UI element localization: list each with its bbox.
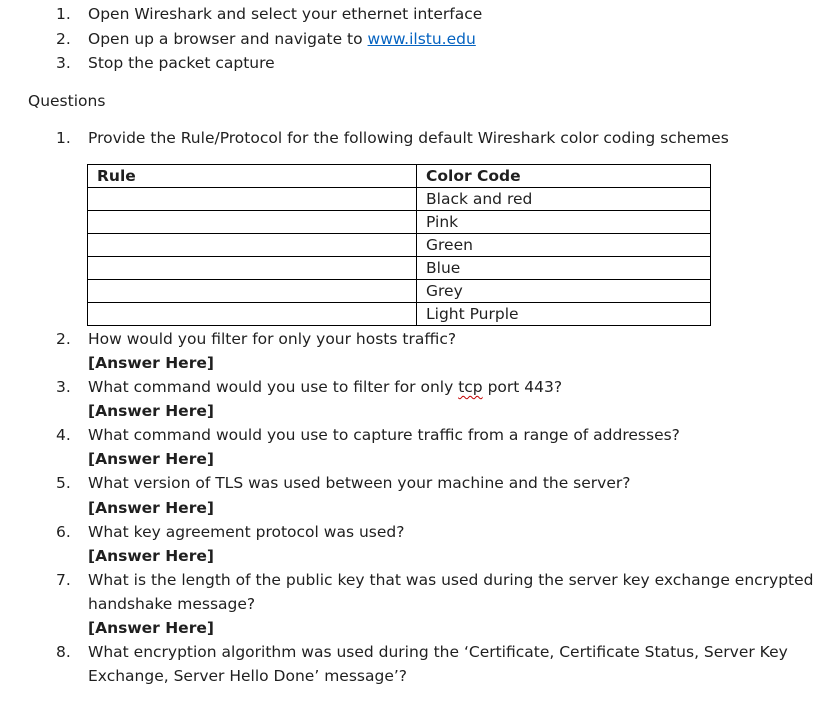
- rule-header: Rule: [88, 165, 417, 188]
- question-number: 8.: [56, 643, 71, 661]
- question-text-after: port 443?: [482, 378, 563, 396]
- table-row: [88, 211, 711, 234]
- question-text: What encryption algorithm was used during the ‘Certificate, Certificate Status, Server Key: [88, 643, 788, 661]
- question-text: What key agreement protocol was used?: [88, 523, 405, 541]
- table-row: [88, 234, 711, 257]
- table-row: [88, 303, 711, 326]
- answer-placeholder[interactable]: [Answer Here]: [88, 450, 214, 468]
- question-text-before: What command would you use to filter for only: [88, 378, 459, 396]
- question-number: 3.: [56, 378, 71, 396]
- question-text-continued: Exchange, Server Hello Done’ message’?: [88, 667, 408, 685]
- rule-cell[interactable]: [88, 280, 417, 303]
- question-number: 1.: [56, 129, 71, 147]
- answer-placeholder[interactable]: [Answer Here]: [88, 619, 214, 637]
- step-number: 2.: [56, 30, 71, 48]
- rule-cell[interactable]: [88, 211, 417, 234]
- table-row: [88, 257, 711, 280]
- step-number: 3.: [56, 54, 71, 72]
- color-code-cell: Green: [417, 234, 711, 257]
- step-text: [88, 29, 476, 49]
- question-number: 7.: [56, 571, 71, 589]
- step-text: Stop the packet capture: [88, 54, 275, 72]
- question-text: What command would you use to capture traffic from a range of addresses?: [88, 426, 680, 444]
- question-number: 4.: [56, 426, 71, 444]
- color-code-cell: Grey: [417, 280, 711, 303]
- color-code-cell: Pink: [417, 211, 711, 234]
- question-text-continued: handshake message?: [88, 595, 256, 613]
- step-number: 1.: [56, 5, 71, 23]
- color-code-table: [87, 164, 711, 326]
- rule-cell[interactable]: [88, 303, 417, 326]
- answer-placeholder[interactable]: [Answer Here]: [88, 499, 214, 517]
- color-code-cell: Blue: [417, 257, 711, 280]
- question-number: 5.: [56, 474, 71, 492]
- questions-heading: Questions: [28, 92, 106, 110]
- color-code-cell: Light Purple: [417, 303, 711, 326]
- question-text: How would you filter for only your hosts traffic?: [88, 330, 457, 348]
- ilstu-link[interactable]: www.ilstu.edu: [367, 30, 476, 48]
- question-text: What is the length of the public key that was used during the server key exchange encrypted: [88, 571, 814, 589]
- rule-cell[interactable]: [88, 188, 417, 211]
- answer-placeholder[interactable]: [Answer Here]: [88, 354, 214, 372]
- table-row: [88, 280, 711, 303]
- question-number: 6.: [56, 523, 71, 541]
- step-text: Open Wireshark and select your ethernet interface: [88, 5, 483, 23]
- question-text: What version of TLS was used between your machine and the server?: [88, 474, 631, 492]
- table-header-row: [88, 165, 711, 188]
- color-code-cell: Black and red: [417, 188, 711, 211]
- question-text: Provide the Rule/Protocol for the following default Wireshark color coding schemes: [88, 129, 729, 147]
- answer-placeholder[interactable]: [Answer Here]: [88, 402, 214, 420]
- question-number: 2.: [56, 330, 71, 348]
- table-row: [88, 188, 711, 211]
- question-text: [88, 377, 562, 397]
- rule-cell[interactable]: [88, 234, 417, 257]
- answer-placeholder[interactable]: [Answer Here]: [88, 547, 214, 565]
- rule-cell[interactable]: [88, 257, 417, 280]
- color-code-header: Color Code: [417, 165, 711, 188]
- step-text-before: Open up a browser and navigate to: [88, 30, 368, 48]
- spellcheck-flagged-word: tcp: [458, 378, 483, 396]
